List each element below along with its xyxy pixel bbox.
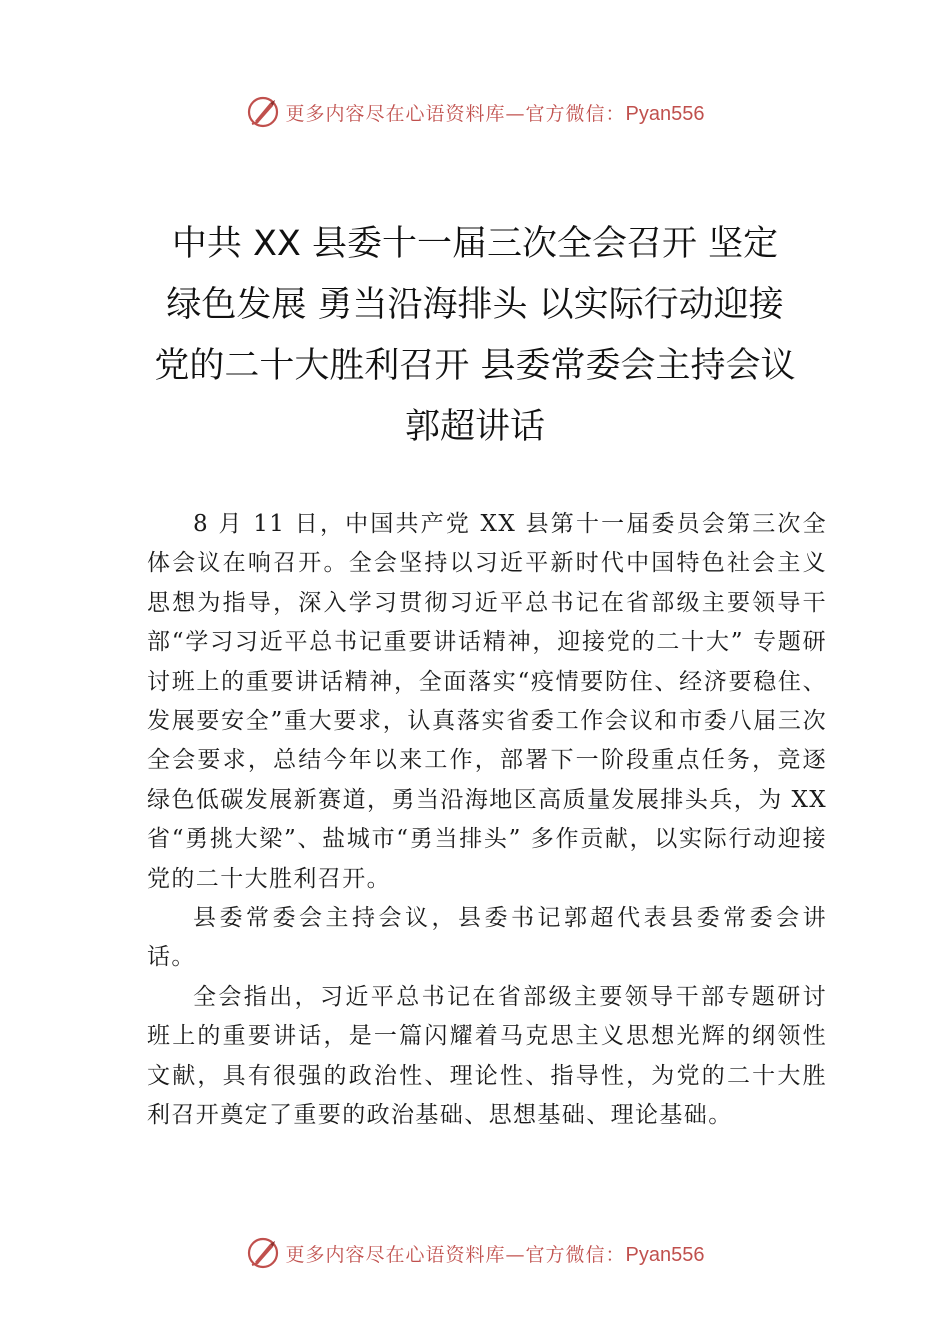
body-paragraph: 8 月 11 日，中国共产党 XX 县第十一届委员会第三次全体会议在响召开。全会坚持以习近平新时代中国特色社会主义思想为指导，深入学习贯彻习近平总书记在省部级主要领导干部“学习习近平总书记重要讲话精神，迎接党的二十大” 专题研讨班上的重要讲话精神，全面落实“疫情要防住、经济要稳住、发展要安全”重大要求，认真落实省委工作会议和市委八届三次全会要求，总结今年以来工作，部署下一阶段重点任务，竞逐绿色低碳发展新赛道，勇当沿海地区高质量发展排头兵，为 XX 省“勇挑大梁”、盐城市“勇当排头” 多作贡献，以实际行动迎接党的二十大胜利召开。 xyxy=(147,511,827,892)
title-line: 绿色发展 勇当沿海排头 以实际行动迎接 xyxy=(166,285,784,325)
header-banner-text: 更多内容尽在心语资料库—官方微信：Pyan556 xyxy=(285,102,705,125)
title-line: 郭超讲话 xyxy=(404,407,545,447)
article-body xyxy=(147,505,827,1136)
quill-pen-logo-icon xyxy=(246,1236,280,1270)
title-line: 党的二十大胜利召开 县委常委会主持会议 xyxy=(154,346,796,386)
footer-banner-text: 更多内容尽在心语资料库—官方微信：Pyan556 xyxy=(285,1243,705,1266)
footer-banner xyxy=(0,1233,950,1273)
body-paragraph: 全会指出，习近平总书记在省部级主要领导干部专题研讨班上的重要讲话，是一篇闪耀着马克思主义思想光辉的纲领性文献，具有很强的政治性、理论性、指导性，为党的二十大胜利召开奠定了重要的政治基础、思想基础、理论基础。 xyxy=(147,983,827,1129)
article-title xyxy=(120,214,830,458)
title-line: 中共 XX 县委十一届三次全会召开 坚定 xyxy=(171,224,779,264)
wechat-id: Pyan556 xyxy=(625,1243,705,1266)
body-paragraph: 县委常委会主持会议，县委书记郭超代表县委常委会讲话。 xyxy=(147,905,827,971)
wechat-id: Pyan556 xyxy=(625,102,705,125)
quill-pen-logo-icon xyxy=(246,95,280,129)
header-banner xyxy=(0,92,950,132)
